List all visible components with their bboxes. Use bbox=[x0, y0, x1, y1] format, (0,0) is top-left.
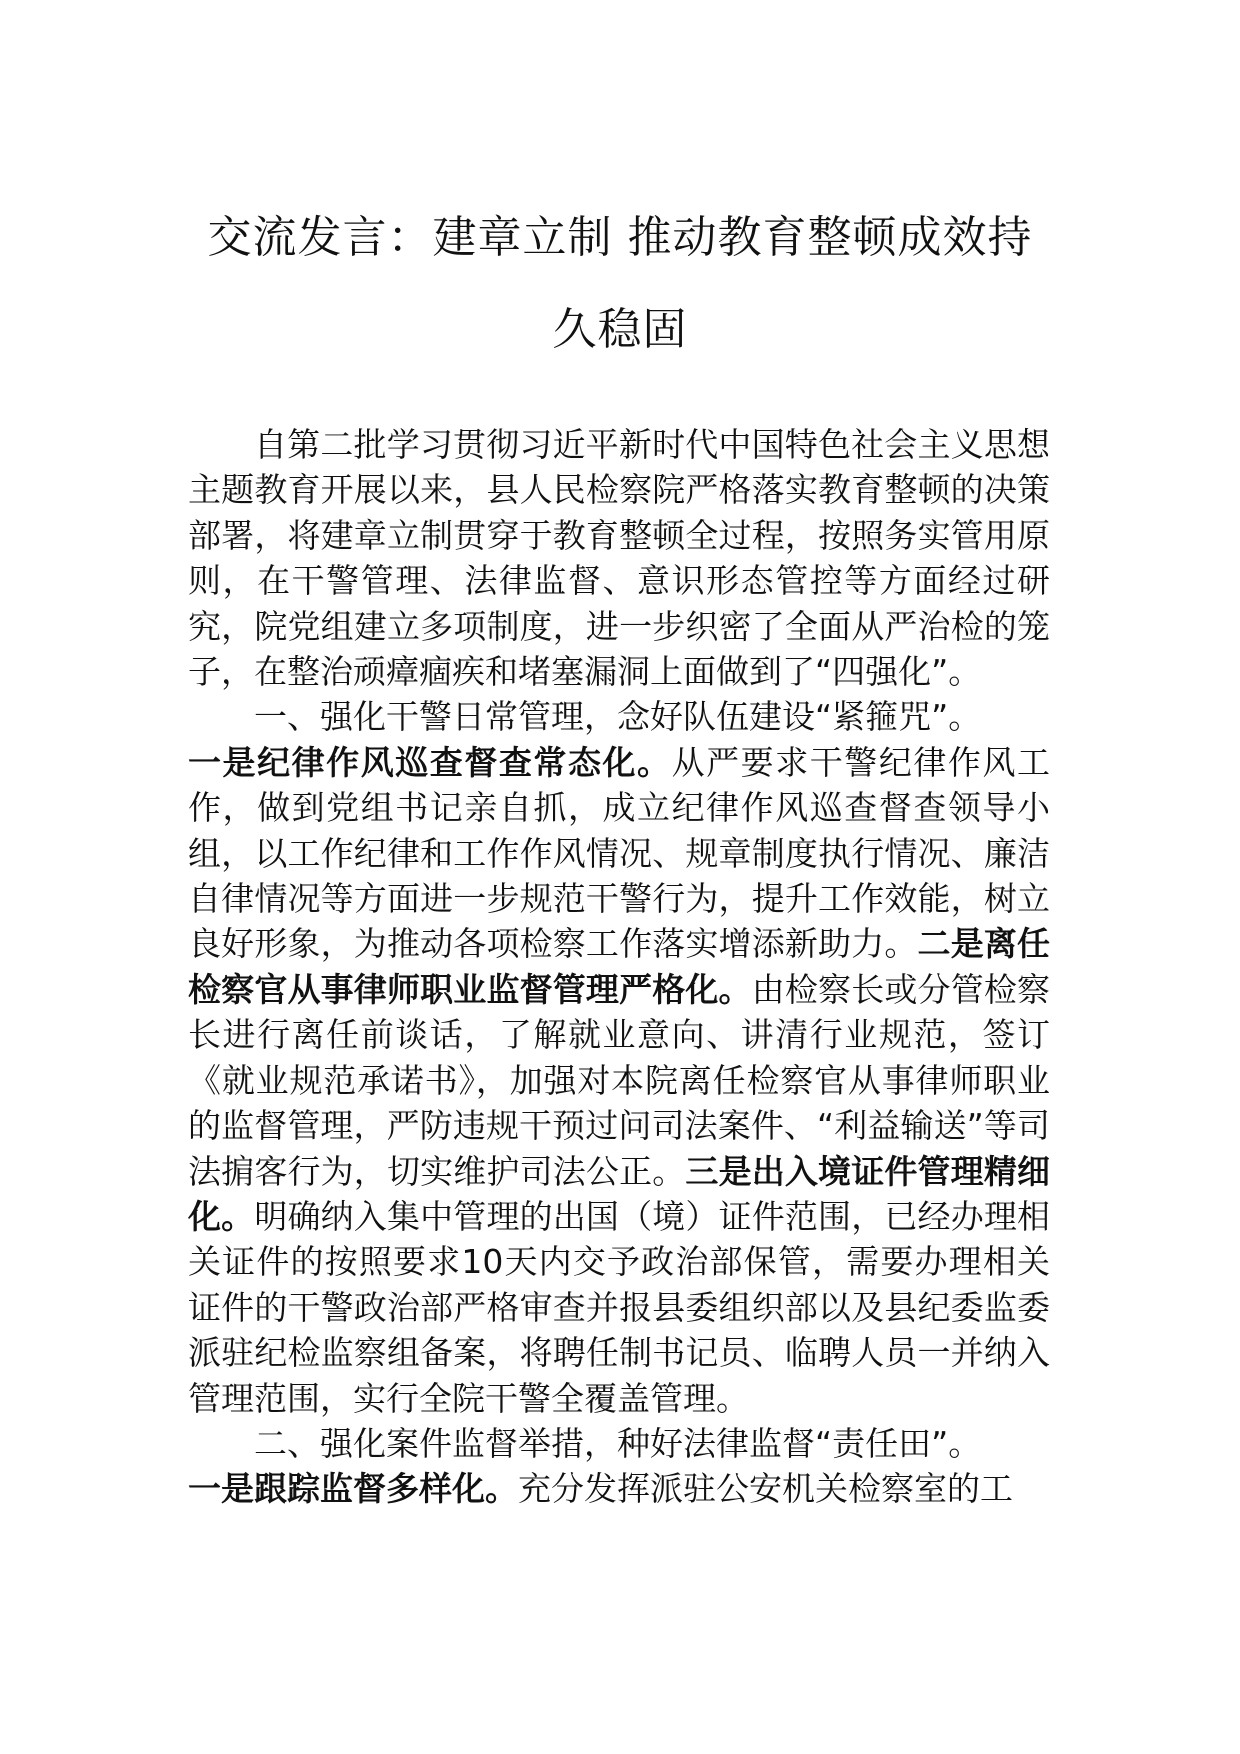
section-1-paragraph bbox=[188, 740, 1050, 1421]
document-title bbox=[150, 192, 1090, 376]
point-heading: 一是纪律作风巡查督查常态化。 bbox=[188, 742, 672, 782]
point-heading: 三是出入境证件管理精细化。 bbox=[188, 1151, 1051, 1236]
section-heading-1: 一、强化干警日常管理，念好队伍建设“紧箍咒”。 bbox=[254, 697, 982, 737]
section-heading-2: 二、强化案件监督举措，种好法律监督“责任田”。 bbox=[254, 1423, 982, 1463]
section-2-paragraph bbox=[188, 1466, 1050, 1511]
point-text: 明确纳入集中管理的出国（境）证件范围，已经办理相关证件的按照要求10天内交予政治部保管，需要办理相关证件的干警政治部严格审查并报县委组织部以及县纪委监委派驻纪检监察组备案，将聘任制书记员、临聘人员一并纳入管理范围，实行全院干警全覆盖管理。 bbox=[188, 1196, 1051, 1418]
intro-paragraph: 自第二批学习贯彻习近平新时代中国特色社会主义思想主题教育开展以来，县人民检察院严格落实教育整顿的决策部署，将建章立制贯穿于教育整顿全过程，按照务实管用原则，在干警管理、法律监督、意识形态管控等方面经过研究，院党组建立多项制度，进一步织密了全面从严治检的笼子，在整治顽瘴痼疾和堵塞漏洞上面做到了“四强化”。 bbox=[188, 425, 1050, 692]
point-heading: 二是离任检察官从事律师职业监督管理严格化。 bbox=[188, 924, 1051, 1009]
point-heading: 一是跟踪监督多样化。 bbox=[188, 1469, 518, 1509]
document-body bbox=[188, 422, 1050, 1512]
point-text: 从严要求干警纪律作风工作，做到党组书记亲自抓，成立纪律作风巡查督查领导小组，以工作纪律和工作作风情况、规章制度执行情况、廉洁自律情况等方面进一步规范干警行为，提升工作效能，树立良好形象，为推动各项检察工作落实增添新助力。 bbox=[188, 742, 1051, 964]
point-text: 由检察长或分管检察长进行离任前谈话，了解就业意向、讲清行业规范，签订《就业规范承诺书》，加强对本院离任检察官从事律师职业的监督管理，严防违规干预过问司法案件、“利益输送”等司法掮客行为，切实维护司法公正。 bbox=[188, 969, 1051, 1191]
title-line-2: 久稳固 bbox=[552, 304, 688, 355]
title-line-1: 交流发言：建章立制 推动教育整顿成效持 bbox=[207, 212, 1033, 263]
point-text: 充分发挥派驻公安机关检察室的工 bbox=[518, 1469, 1013, 1509]
